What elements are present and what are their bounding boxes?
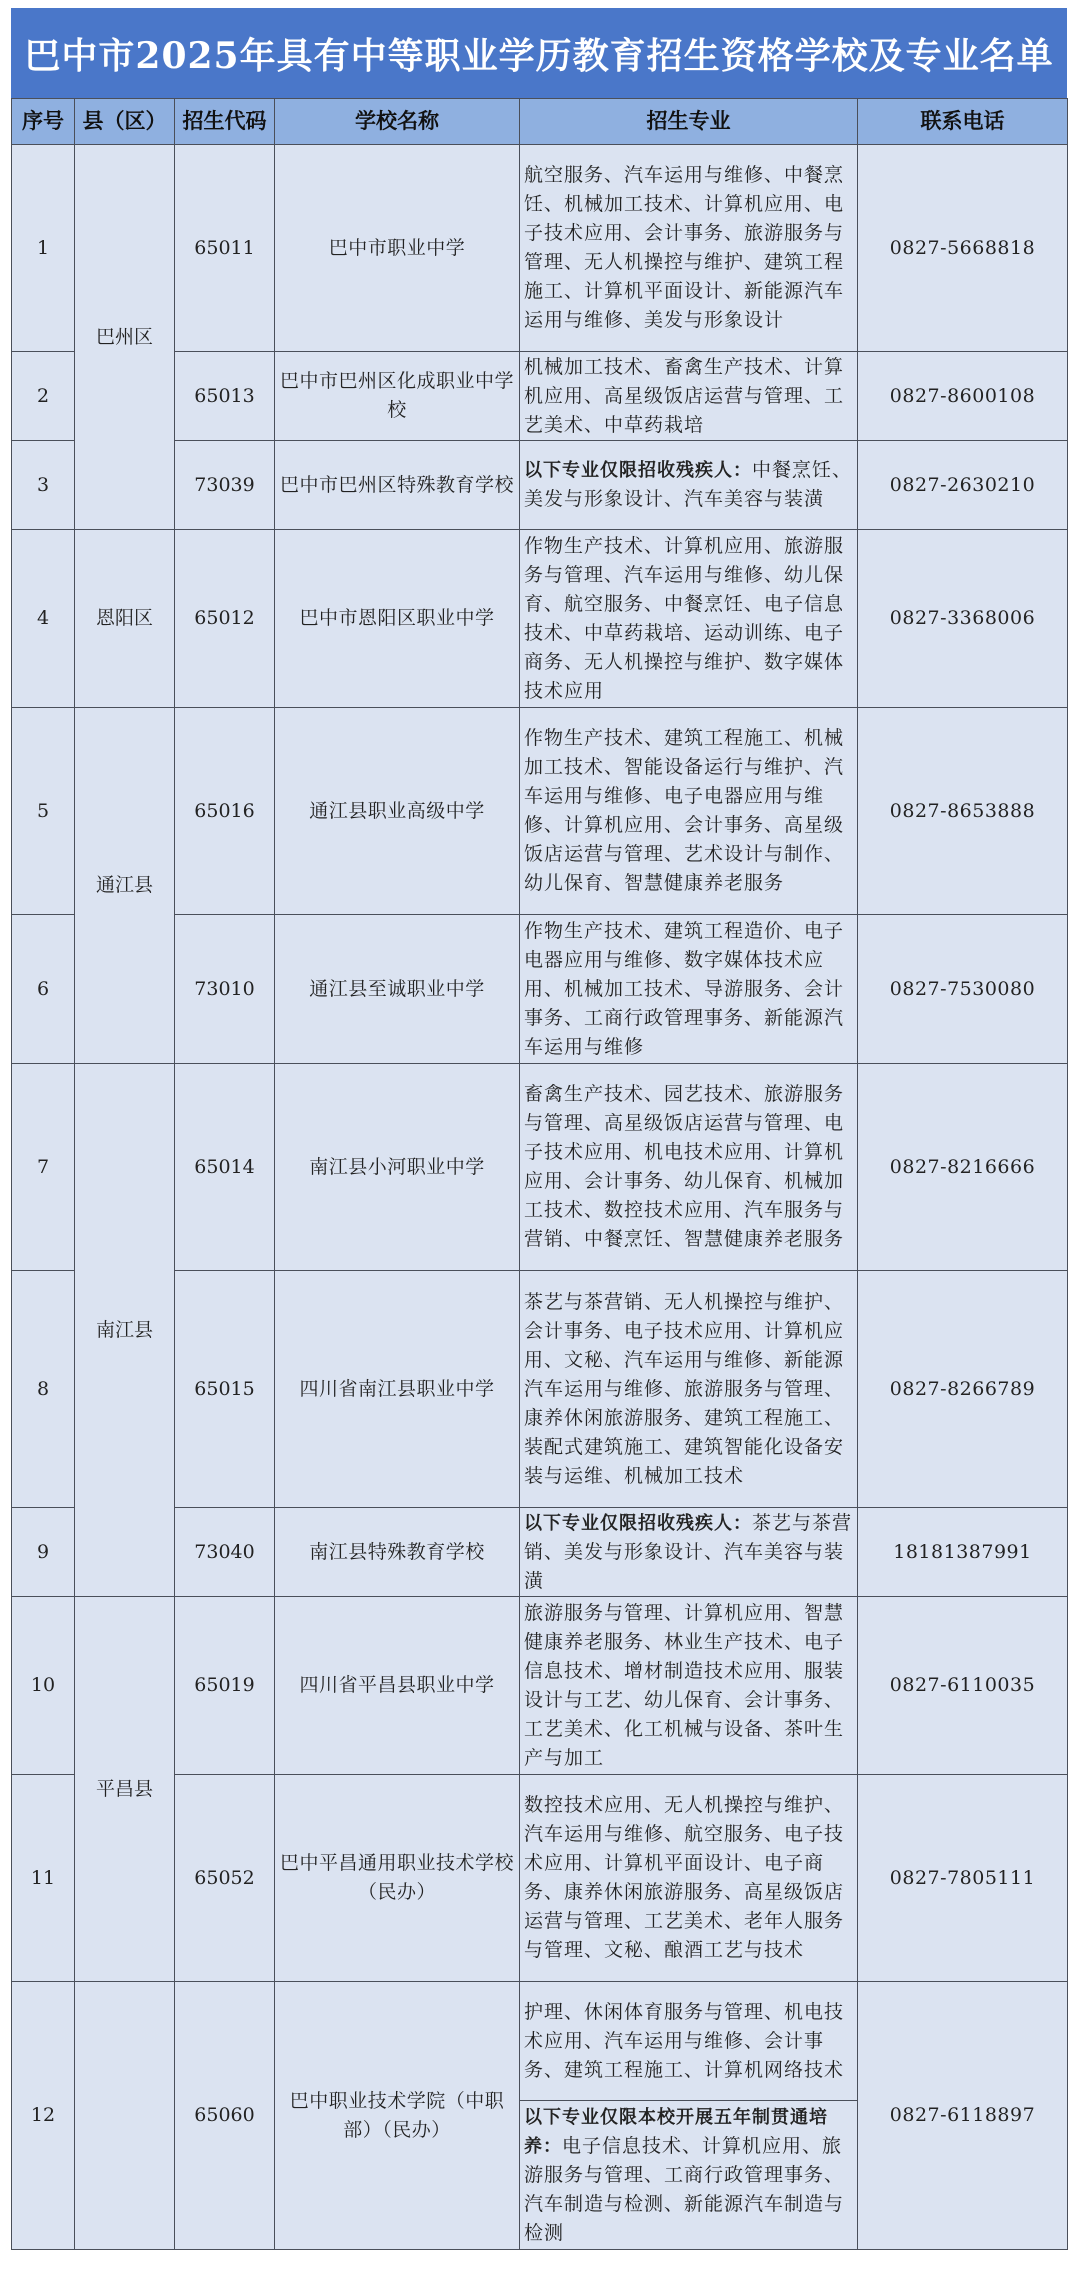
phone-number: 0827-8653888 <box>858 708 1068 915</box>
majors-list-five-year <box>520 2101 858 2250</box>
row-no: 1 <box>12 145 75 352</box>
majors-list: 作物生产技术、建筑工程施工、机械加工技术、智能设备运行与维护、汽车运用与维修、电子电器应用与维修、计算机应用、会计事务、高星级饭店运营与管理、艺术设计与制作、幼儿保育、智慧健康养老服务 <box>520 708 858 915</box>
phone-number: 0827-7530080 <box>858 915 1068 1064</box>
majors-list: 茶艺与茶营销、无人机操控与维护、会计事务、电子技术应用、计算机应用、文秘、汽车运用与维修、新能源汽车运用与维修、旅游服务与管理、康养休闲旅游服务、建筑工程施工、装配式建筑施工、建筑智能化设备安装与运维、机械加工技术 <box>520 1271 858 1508</box>
majors-list <box>520 441 858 530</box>
phone-number: 0827-8600108 <box>858 352 1068 441</box>
phone-number: 0827-7805111 <box>858 1775 1068 1982</box>
row-no: 10 <box>12 1597 75 1775</box>
recruit-code: 65011 <box>175 145 275 352</box>
recruit-code: 65019 <box>175 1597 275 1775</box>
majors-text: 中餐烹饪、美发与形象设计、汽车美容与装潢 <box>524 459 853 510</box>
table-row <box>12 1982 1068 2101</box>
majors-list: 旅游服务与管理、计算机应用、智慧健康养老服务、林业生产技术、电子信息技术、增材制造技术应用、服装设计与工艺、幼儿保育、会计事务、工艺美术、化工机械与设备、茶叶生产与加工 <box>520 1597 858 1775</box>
school-name: 四川省南江县职业中学 <box>275 1271 520 1508</box>
row-no: 12 <box>12 1982 75 2250</box>
header-no: 序号 <box>12 99 75 145</box>
restriction-note: 以下专业仅限招收残疾人： <box>524 1512 752 1534</box>
row-no: 2 <box>12 352 75 441</box>
header-phone: 联系电话 <box>858 99 1068 145</box>
recruit-code: 65015 <box>175 1271 275 1508</box>
majors-list: 护理、休闲体育服务与管理、机电技术应用、汽车运用与维修、会计事务、建筑工程施工、计算机网络技术 <box>520 1982 858 2101</box>
row-no: 11 <box>12 1775 75 1982</box>
phone-number: 0827-3368006 <box>858 530 1068 708</box>
phone-number: 0827-2630210 <box>858 441 1068 530</box>
row-no: 7 <box>12 1064 75 1271</box>
majors-list: 机械加工技术、畜禽生产技术、计算机应用、高星级饭店运营与管理、工艺美术、中草药栽培 <box>520 352 858 441</box>
majors-list: 作物生产技术、建筑工程造价、电子电器应用与维修、数字媒体技术应用、机械加工技术、导游服务、会计事务、工商行政管理事务、新能源汽车运用与维修 <box>520 915 858 1064</box>
district-cell: 恩阳区 <box>75 530 175 708</box>
header-majors: 招生专业 <box>520 99 858 145</box>
table-row <box>12 1597 1068 1775</box>
school-name: 巴中平昌通用职业技术学校（民办） <box>275 1775 520 1982</box>
restriction-note: 以下专业仅限本校开展五年制贯通培养： <box>524 2106 828 2157</box>
school-name: 通江县至诚职业中学 <box>275 915 520 1064</box>
row-no: 9 <box>12 1508 75 1597</box>
majors-list: 作物生产技术、计算机应用、旅游服务与管理、汽车运用与维修、幼儿保育、航空服务、中餐烹饪、电子信息技术、中草药栽培、运动训练、电子商务、无人机操控与维护、数字媒体技术应用 <box>520 530 858 708</box>
district-cell: 通江县 <box>75 708 175 1064</box>
school-name: 通江县职业高级中学 <box>275 708 520 915</box>
row-no: 8 <box>12 1271 75 1508</box>
recruit-code: 73039 <box>175 441 275 530</box>
recruit-code: 65012 <box>175 530 275 708</box>
header-district: 县（区） <box>75 99 175 145</box>
recruit-code: 65060 <box>175 1982 275 2250</box>
table-row <box>12 1064 1068 1271</box>
recruit-code: 65052 <box>175 1775 275 1982</box>
school-name: 巴中职业技术学院（中职部）（民办） <box>275 1982 520 2250</box>
district-cell: 南江县 <box>75 1064 175 1597</box>
phone-number: 0827-5668818 <box>858 145 1068 352</box>
header-code: 招生代码 <box>175 99 275 145</box>
district-cell: 平昌县 <box>75 1597 175 1982</box>
majors-list: 畜禽生产技术、园艺技术、旅游服务与管理、高星级饭店运营与管理、电子技术应用、机电技术应用、计算机应用、会计事务、幼儿保育、机械加工技术、数控技术应用、汽车服务与营销、中餐烹饪、智慧健康养老服务 <box>520 1064 858 1271</box>
district-cell <box>75 1982 175 2250</box>
majors-text: 电子信息技术、计算机应用、旅游服务与管理、工商行政管理事务、汽车制造与检测、新能源汽车制造与检测 <box>524 2134 845 2244</box>
row-no: 5 <box>12 708 75 915</box>
row-no: 4 <box>12 530 75 708</box>
recruit-code: 65013 <box>175 352 275 441</box>
header-school: 学校名称 <box>275 99 520 145</box>
phone-number: 0827-8216666 <box>858 1064 1068 1271</box>
header-row <box>12 99 1068 145</box>
school-name: 巴中市巴州区化成职业中学校 <box>275 352 520 441</box>
school-table <box>11 98 1068 2250</box>
school-name: 南江县特殊教育学校 <box>275 1508 520 1597</box>
table-row <box>12 530 1068 708</box>
recruit-code: 65014 <box>175 1064 275 1271</box>
school-name: 巴中市职业中学 <box>275 145 520 352</box>
school-name: 四川省平昌县职业中学 <box>275 1597 520 1775</box>
table-row <box>12 145 1068 352</box>
table-row <box>12 708 1068 915</box>
recruit-code: 73040 <box>175 1508 275 1597</box>
majors-list: 航空服务、汽车运用与维修、中餐烹饪、机械加工技术、计算机应用、电子技术应用、会计事务、旅游服务与管理、无人机操控与维护、建筑工程施工、计算机平面设计、新能源汽车运用与维修、美发与形象设计 <box>520 145 858 352</box>
phone-number: 0827-6118897 <box>858 1982 1068 2250</box>
majors-list: 数控技术应用、无人机操控与维护、汽车运用与维修、航空服务、电子技术应用、计算机平面设计、电子商务、康养休闲旅游服务、高星级饭店运营与管理、工艺美术、老年人服务与管理、文秘、酿酒工艺与技术 <box>520 1775 858 1982</box>
phone-number: 0827-6110035 <box>858 1597 1068 1775</box>
recruit-code: 65016 <box>175 708 275 915</box>
row-no: 3 <box>12 441 75 530</box>
majors-text: 茶艺与茶营销、美发与形象设计、汽车美容与装潢 <box>524 1511 853 1592</box>
recruit-code: 73010 <box>175 915 275 1064</box>
row-no: 6 <box>12 915 75 1064</box>
majors-list <box>520 1508 858 1597</box>
phone-number: 18181387991 <box>858 1508 1068 1597</box>
page-title: 巴中市2025年具有中等职业学历教育招生资格学校及专业名单 <box>11 8 1067 98</box>
school-name: 巴中市恩阳区职业中学 <box>275 530 520 708</box>
phone-number: 0827-8266789 <box>858 1271 1068 1508</box>
school-name: 巴中市巴州区特殊教育学校 <box>275 441 520 530</box>
restriction-note: 以下专业仅限招收残疾人： <box>524 460 752 481</box>
school-name: 南江县小河职业中学 <box>275 1064 520 1271</box>
district-cell: 巴州区 <box>75 145 175 530</box>
